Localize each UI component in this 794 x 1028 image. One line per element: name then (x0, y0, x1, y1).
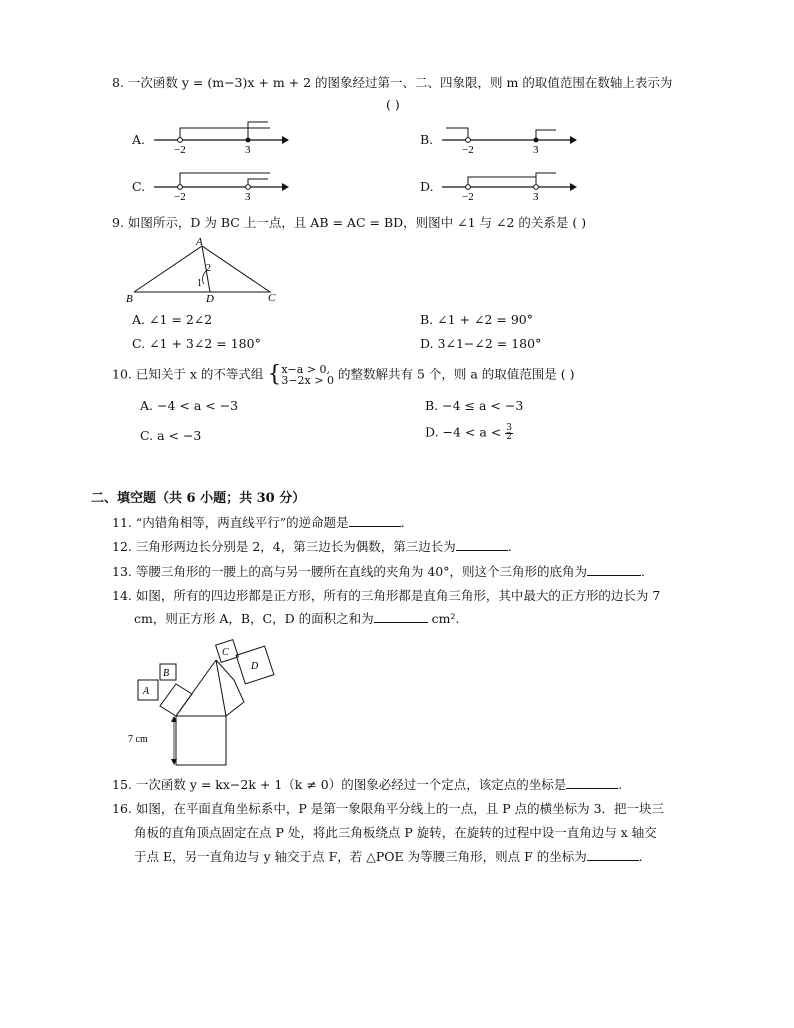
q9-label-a: A (196, 236, 203, 248)
q11-blank[interactable] (349, 514, 401, 527)
q8-option-b-numberline (438, 118, 578, 156)
q13-blank[interactable] (587, 563, 641, 576)
q10-inequality-system (281, 364, 334, 386)
q8-option-a-numberline (150, 118, 290, 156)
q14-square-b: B (163, 668, 170, 679)
q8-option-d-numberline (438, 165, 578, 203)
q12-text: 12. 三角形两边长分别是 2，4，第三边长为偶数，第三边长为 (112, 539, 456, 554)
q11-period: . (400, 515, 405, 530)
q8-a-tick-left: −2 (174, 144, 186, 156)
q16-line1: 16. 如图，在平面直角坐标系中，P 是第一象限角平分线上的一点，且 P 点的横坐标为 3．把一块三 (112, 801, 665, 816)
q9-angle-1: 1 (197, 278, 202, 289)
q14-square-a: A (143, 686, 150, 697)
q10-ineq-1: x−a > 0, (281, 363, 331, 376)
q16-line2: 角板的直角顶点固定在点 P 处，将此三角板绕点 P 旋转，在旋转的过程中设一直角边与 x 轴交 (134, 825, 657, 840)
q8-answer-paren: ( ) (386, 97, 400, 112)
q10-stem (112, 364, 574, 386)
q14-square-d: D (251, 661, 259, 672)
q9-triangle-figure (122, 234, 292, 306)
q16-blank[interactable] (587, 848, 639, 861)
q9-option-c: C. ∠1 + 3∠2 = 180° (132, 336, 261, 351)
q12 (112, 538, 512, 556)
q16-line3-text: 于点 E，另一直角边与 y 轴交于点 F，若 △POE 为等腰三角形，则点 F 的坐标为 (134, 849, 587, 864)
q10-stem-pre: 10. 已知关于 x 的不等式组 (112, 366, 264, 382)
q9-option-a: A. ∠1 = 2∠2 (132, 312, 213, 327)
q8-option-c-label: C. (132, 179, 146, 194)
q10-option-d-text: D. −4 < a < (425, 424, 502, 440)
q16-line3 (134, 848, 643, 866)
q10-frac-num: 3 (506, 423, 512, 433)
q8-stem: 8. 一次函数 y = (m−3)x + m + 2 的图象经过第一、二、四象限，则 m 的取值范围在数轴上表示为 (112, 75, 673, 90)
q14-line2 (134, 610, 459, 628)
q9-label-b: B (126, 293, 133, 305)
q15-blank[interactable] (566, 776, 618, 789)
q12-period: . (507, 539, 512, 554)
q8-b-tick-right: 3 (533, 144, 539, 156)
q10-option-b: B. −4 ≤ a < −3 (425, 398, 524, 413)
q9-stem: 9. 如图所示，D 为 BC 上一点，且 AB = AC = BD，则图中 ∠1 与 ∠2 的关系是 ( ) (112, 215, 587, 230)
q8-option-c-numberline (150, 165, 290, 203)
q9-option-d: D. 3∠1−∠2 = 180° (420, 336, 542, 351)
q14-line1: 14. 如图，所有的四边形都是正方形，所有的三角形都是直角三角形，其中最大的正方形的边长为 7 (112, 588, 661, 603)
q15 (112, 776, 622, 794)
q10-brace: { (267, 362, 282, 387)
q8-option-b-label: B. (420, 132, 434, 147)
q10-ineq-2: 3−2x > 0 (281, 374, 334, 387)
q10-frac-den: 2 (506, 432, 512, 442)
q10-option-c: C. a < −3 (140, 428, 202, 443)
q8-option-a-label: A. (132, 132, 146, 147)
q10-stem-post: 的整数解共有 5 个，则 a 的取值范围是 ( ) (337, 366, 575, 382)
q8-b-tick-left: −2 (462, 144, 474, 156)
q9-angle-2: 2 (206, 263, 211, 274)
q14-blank[interactable] (374, 610, 428, 623)
q13 (112, 563, 645, 581)
q8-d-tick-left: −2 (462, 191, 474, 203)
q14-square-c: C (222, 647, 229, 658)
q16-period: . (638, 849, 643, 864)
q10-option-a: A. −4 < a < −3 (140, 398, 239, 413)
q8-option-d-label: D. (420, 179, 434, 194)
q13-period: . (640, 564, 645, 579)
q15-period: . (618, 777, 623, 792)
q8-c-tick-right: 3 (245, 191, 251, 203)
q14-unit: cm². (431, 611, 460, 626)
q13-text: 13. 等腰三角形的一腰上的高与另一腰所在直线的夹角为 40°，则这个三角形的底角为 (112, 564, 587, 579)
q9-label-c: C (268, 292, 276, 304)
q8-a-tick-right: 3 (245, 144, 251, 156)
q11 (112, 514, 405, 532)
q14-line2-text: cm，则正方形 A，B，C，D 的面积之和为 (134, 611, 374, 626)
q11-text: 11. “内错角相等，两直线平行”的逆命题是 (112, 515, 349, 530)
q8-c-tick-left: −2 (174, 191, 186, 203)
q10-option-d (425, 424, 513, 442)
q10-option-d-fraction (505, 424, 513, 442)
q15-text: 15. 一次函数 y = kx−2k + 1（k ≠ 0）的图象必经过一个定点，该定点的坐标是 (112, 777, 567, 792)
q8-d-tick-right: 3 (533, 191, 539, 203)
q12-blank[interactable] (456, 538, 508, 551)
q9-label-d: D (206, 293, 214, 305)
q9-option-b: B. ∠1 + ∠2 = 90° (420, 312, 533, 327)
q14-length-label: 7 cm (128, 734, 148, 745)
section-2-title: 二、填空题（共 6 小题；共 30 分） (91, 491, 306, 506)
q14-squares-figure (128, 636, 284, 768)
